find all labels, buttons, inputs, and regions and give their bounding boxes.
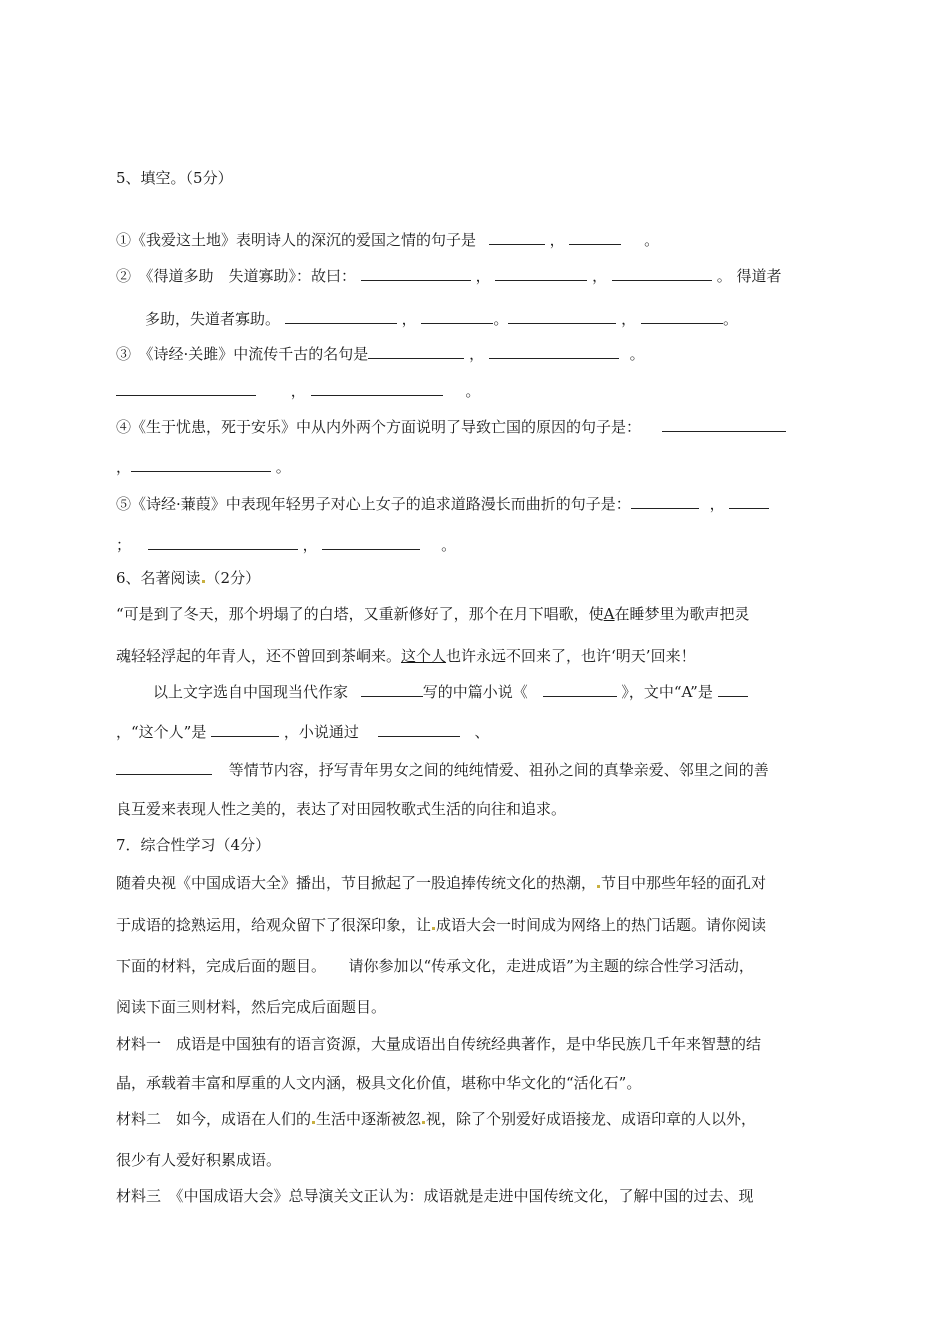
q7-para-line1: 随着央视《中国成语大全》播出，节目掀起了一股追捧传统文化的热潮， 节目中那些年轻的面孔对 — [116, 874, 767, 892]
answer-blank[interactable] — [148, 535, 298, 550]
answer-blank[interactable] — [569, 230, 621, 245]
answer-blank[interactable] — [489, 230, 545, 245]
answer-blank[interactable] — [211, 722, 279, 737]
q5-item1: ①《我爱这土地》表明诗人的深沉的爱国之情的句子是 ， 。 — [116, 231, 660, 249]
answer-blank[interactable] — [495, 266, 587, 281]
q6-question-line1: 以上文字选自中国现当代作家 写的中篇小说《 》，文中“A”是 — [153, 682, 748, 702]
q7-title: 7．综合性学习（4分） — [116, 836, 271, 854]
answer-blank[interactable] — [421, 309, 493, 324]
q7-material1-line2: 晶，承载着丰富和厚重的人文内涵，极具文化价值，堪称中华文化的“活化石”。 — [116, 1074, 642, 1092]
answer-blank[interactable] — [116, 760, 212, 775]
q5-item2: ② 《得道多助 失道寡助》：故曰： ， ， 。 得道者 — [116, 267, 782, 285]
answer-blank[interactable] — [718, 682, 748, 697]
answer-blank[interactable] — [662, 417, 786, 432]
q7-para-line3: 下面的材料，完成后面的题目。 请你参加以“传承文化，走进成语”为主题的综合性学习活动， — [116, 957, 754, 975]
marker-dot — [312, 1121, 315, 1124]
q5-item3: ③ 《诗经·关雎》中流传千古的名句是 ， 。 — [116, 345, 645, 363]
answer-blank[interactable] — [612, 266, 712, 281]
q5-item5: ⑤《诗经·蒹葭》中表现年轻男子对心上女子的追求道路漫长而曲折的句子是： ， — [116, 494, 769, 514]
answer-blank[interactable] — [543, 682, 617, 697]
q6-quote-line1: “可是到了冬天，那个坍塌了的白塔，又重新修好了，那个在月下唱歌，使A在睡梦里为歌声把灵 — [116, 605, 750, 623]
answer-blank[interactable] — [285, 309, 397, 324]
answer-blank[interactable] — [631, 494, 699, 509]
q7-material2-line2: 很少有人爱好积累成语。 — [116, 1151, 282, 1169]
answer-blank[interactable] — [641, 309, 723, 324]
q7-material1-line1: 材料一 成语是中国独有的语言资源，大量成语出自传统经典著作，是中华民族几千年来智慧的结 — [116, 1035, 762, 1053]
marker-dot — [597, 885, 600, 888]
answer-blank[interactable] — [361, 682, 423, 697]
answer-blank[interactable] — [131, 457, 271, 472]
q6-title: 6、名著阅读 （2分） — [116, 569, 261, 587]
answer-blank[interactable] — [729, 494, 769, 509]
q7-para-line2: 于成语的捻熟运用，给观众留下了很深印象，让 成语大会一时间成为网络上的热门话题。请你阅读 — [116, 916, 767, 934]
q6-question-line3: 等情节内容，抒写青年男女之间的纯纯情爱、祖孙之间的真挚亲爱、邻里之间的善 — [116, 760, 769, 780]
answer-blank[interactable] — [508, 309, 616, 324]
q5-item3-cont: ， 。 — [116, 381, 480, 401]
marker-dot — [202, 580, 205, 583]
q7-material3-line1: 材料三 《中国成语大会》总导演关文正认为：成语就是走进中国传统文化，了解中国的过去、现 — [116, 1187, 754, 1205]
answer-blank[interactable] — [489, 344, 619, 359]
answer-blank[interactable] — [311, 381, 443, 396]
q5-item5-cont: ； ， 。 — [116, 536, 457, 554]
q6-question-line4: 良互爱来表现人性之美的，表达了对田园牧歌式生活的向往和追求。 — [116, 800, 567, 818]
q7-para-line4: 阅读下面三则材料，然后完成后面题目。 — [116, 998, 387, 1016]
q7-material2-line1: 材料二 如今，成语在人们的 生活中逐渐被忽 视，除了个别爱好成语接龙、成语印章的人以外， — [116, 1110, 757, 1128]
answer-blank[interactable] — [116, 381, 256, 396]
q5-item2-cont: 多助，失道者寡助。 ， 。 ， 。 — [145, 310, 738, 328]
marker-dot — [422, 1121, 425, 1124]
q5-item4-cont: ， 。 — [116, 458, 291, 476]
answer-blank[interactable] — [368, 344, 464, 359]
q5-title: 5、填空。（5分） — [116, 169, 233, 187]
q6-question-line2: ，“这个人”是 ，小说通过 、 — [116, 723, 490, 741]
answer-blank[interactable] — [361, 266, 471, 281]
q5-item4: ④《生于忧患，死于安乐》中从内外两个方面说明了导致亡国的原因的句子是： — [116, 417, 786, 437]
q6-quote-line2: 魂轻轻浮起的年青人，还不曾回到茶峒来。这个人也许永远不回来了，也许‘明天’回来！ — [116, 647, 696, 665]
answer-blank[interactable] — [322, 535, 420, 550]
answer-blank[interactable] — [378, 722, 460, 737]
marker-dot — [432, 927, 435, 930]
